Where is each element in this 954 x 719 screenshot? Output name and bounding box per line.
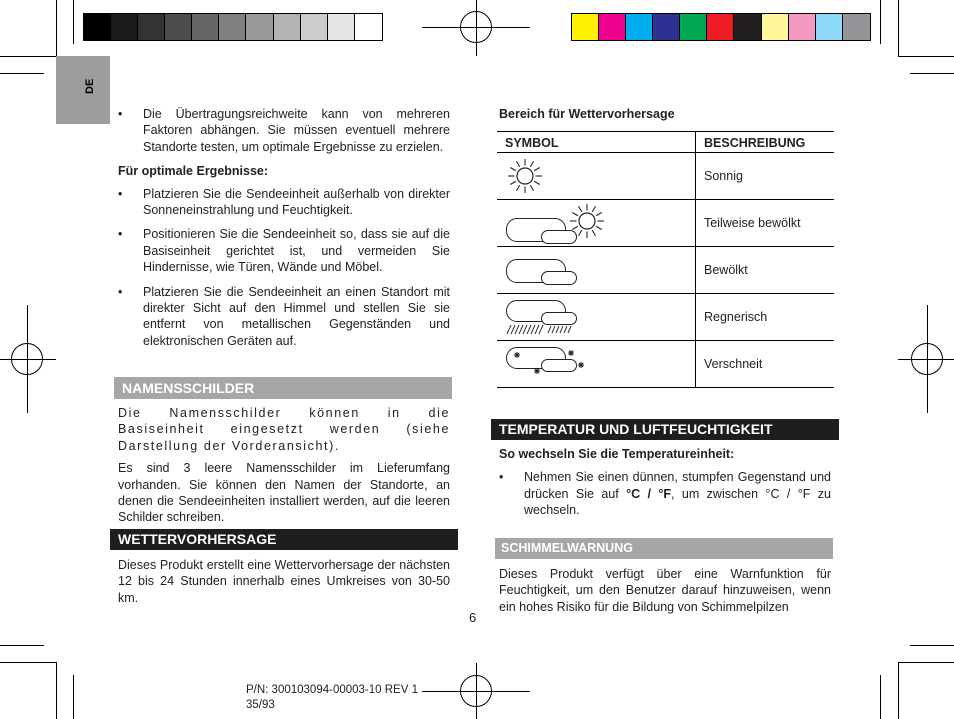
temp-section [499, 446, 831, 527]
sun-ray [510, 181, 516, 184]
name-labels-p1: Die Namensschilder können in die Basiseinheit eingesetzt werden (siehe Darstellung der Vorderansicht). [118, 406, 450, 453]
sun-ray [530, 161, 533, 167]
crop-mark [56, 662, 57, 719]
color-swatch [599, 14, 626, 40]
forecast-paragraph: Dieses Produkt erstellt eine Wettervorhersage der nächsten 12 bis 24 Stunden innerhalb eines Umkreises von 30-50 km. [118, 558, 450, 605]
crop-mark [0, 56, 56, 57]
crop-mark [56, 0, 57, 56]
color-swatch [192, 14, 219, 40]
mold-section [499, 566, 831, 615]
left-column [118, 106, 450, 357]
col-symbol-header: SYMBOL [497, 132, 696, 153]
crop-mark [898, 0, 899, 56]
sun-ray [530, 185, 533, 191]
sun-icon [497, 153, 687, 199]
crop-mark [0, 645, 44, 646]
color-swatch [301, 14, 328, 40]
crop-mark [73, 675, 74, 719]
sun-svg [567, 201, 607, 241]
sun-svg [505, 156, 545, 196]
table-row [497, 294, 834, 341]
name-labels-p2: Es sind 3 leere Namensschilder im Lieferumfang vorhanden. Sie können den Namen der Standorte, an denen die Sendeeinheiten installiert werden, auf die leeren Schilder schreiben. [118, 461, 450, 525]
color-swatch [626, 14, 653, 40]
crop-mark [880, 675, 881, 719]
mold-heading: SCHIMMELWARNUNG [495, 538, 833, 559]
crop-mark [898, 662, 899, 719]
partly-cloudy-icon [497, 200, 687, 246]
crop-mark [0, 662, 56, 663]
temp-bullet-text: Nehmen Sie einen dünnen, stumpfen Gegenstand und drücken Sie auf [524, 470, 831, 501]
color-swatch [274, 14, 301, 40]
color-swatch [653, 14, 680, 40]
name-labels-heading: NAMENSSCHILDER [114, 377, 452, 399]
crop-mark [910, 73, 954, 74]
sun-ray [572, 226, 578, 229]
crop-mark [898, 56, 954, 57]
bullet-range: • Die Übertragungsreichweite kann von mehreren Faktoren abhängen. Sie müssen eventuell mehrere Standorte testen, um optimale Ergebnisse zu erzielen. [118, 106, 450, 155]
name-labels-section [118, 405, 450, 526]
sun-ray [592, 206, 595, 212]
cloud-shape [541, 271, 577, 285]
rain-icon [497, 294, 687, 340]
sun-ray [592, 230, 595, 236]
sun-disc [517, 168, 533, 184]
row-desc: Verschneit [696, 341, 835, 388]
sun-ray [579, 206, 582, 212]
sun-ray [510, 168, 516, 171]
temp-heading: TEMPERATUR UND LUFTFEUCHTIGKEIT [491, 419, 839, 440]
color-swatch [843, 14, 870, 40]
color-swatch [165, 14, 192, 40]
color-swatch [246, 14, 273, 40]
color-swatch [328, 14, 355, 40]
best-results-title: Für optimale Ergebnisse: [118, 164, 269, 179]
snow-icon [497, 341, 687, 387]
color-swatch [219, 14, 246, 40]
sun-ray [517, 161, 520, 167]
crop-mark [73, 0, 74, 44]
color-swatch [84, 14, 111, 40]
forecast-heading: WETTERVORHERSAGE [110, 529, 458, 550]
col-desc-header: BESCHREIBUNG [696, 132, 835, 153]
color-bar [571, 13, 871, 41]
color-swatch [734, 14, 761, 40]
sun-ray [596, 226, 602, 229]
grayscale-bar [83, 13, 383, 41]
temp-unit-key: °C / °F [626, 486, 672, 501]
registration-line [27, 305, 28, 413]
bullet-item: • Positionieren Sie die Sendeeinheit so, dass sie auf die Basiseinheit gerichtet ist, und vermeiden Sie Hindernisse, wie Türen, Wände und Möbel. [118, 226, 450, 275]
sun-ray [517, 185, 520, 191]
range-title: Bereich für Wettervorhersage [499, 107, 675, 121]
rain-drops [505, 322, 585, 338]
cloud-icon [497, 247, 687, 293]
color-swatch [355, 14, 382, 40]
color-swatch [111, 14, 138, 40]
color-swatch [789, 14, 816, 40]
color-swatch [707, 14, 734, 40]
language-tab-label: DE [84, 78, 96, 94]
forecast-section [118, 557, 450, 606]
sun-ray [572, 213, 578, 216]
crop-mark [0, 73, 44, 74]
temp-bullet [499, 469, 831, 518]
page-number: 6 [469, 610, 477, 625]
table-row [497, 153, 834, 200]
temp-switch-title: So wechseln Sie die Temperatureinheit: [499, 447, 735, 461]
table-row [497, 247, 834, 294]
sun-disc [579, 213, 595, 229]
color-swatch [680, 14, 707, 40]
table-row [497, 341, 834, 388]
mold-paragraph: Dieses Produkt verfügt über eine Warnfunktion für Feuchtigkeit, um den Benutzer darauf hinzuweisen, wenn ein hohes Risiko für die Bildung von Schimmelpilzen [499, 567, 831, 614]
sun-ray [534, 168, 540, 171]
table-header-row [497, 132, 834, 153]
row-desc: Bewölkt [696, 247, 835, 294]
crop-mark [898, 662, 954, 663]
language-tab [56, 56, 110, 124]
row-desc: Regnerisch [696, 294, 835, 341]
bullet-item: • Platzieren Sie die Sendeeinheit außerhalb von direkter Sonneneinstrahlung und Feuchtigkeit. [118, 186, 450, 219]
color-swatch [572, 14, 599, 40]
sun-ray [596, 213, 602, 216]
sun-ray [579, 230, 582, 236]
footer-pages: 35/93 [246, 699, 275, 711]
crop-mark [880, 0, 881, 44]
footer-part-number: P/N: 300103094-00003-10 REV 1 [246, 684, 418, 696]
row-desc: Teilweise bewölkt [696, 200, 835, 247]
bullet-item: • Platzieren Sie die Sendeeinheit an einen Standort mit direkter Sicht auf den Himmel und stellen Sie sie entfernt von metallischen Gegenständen und elektronischen Geräten auf. [118, 284, 450, 350]
temp-bullet-text-end: , um zwischen °C / °F zu wechseln. [524, 486, 831, 518]
table-row [497, 200, 834, 247]
forecast-table [497, 131, 834, 388]
registration-line [927, 305, 928, 413]
registration-line [476, 663, 477, 719]
row-desc: Sonnig [696, 153, 835, 200]
color-swatch [762, 14, 789, 40]
crop-mark [910, 645, 954, 646]
snowflakes [497, 341, 587, 387]
color-swatch [816, 14, 843, 40]
registration-line [476, 0, 477, 56]
sun-ray [534, 181, 540, 184]
color-swatch [138, 14, 165, 40]
registration-line [898, 359, 954, 360]
registration-line [0, 359, 56, 360]
